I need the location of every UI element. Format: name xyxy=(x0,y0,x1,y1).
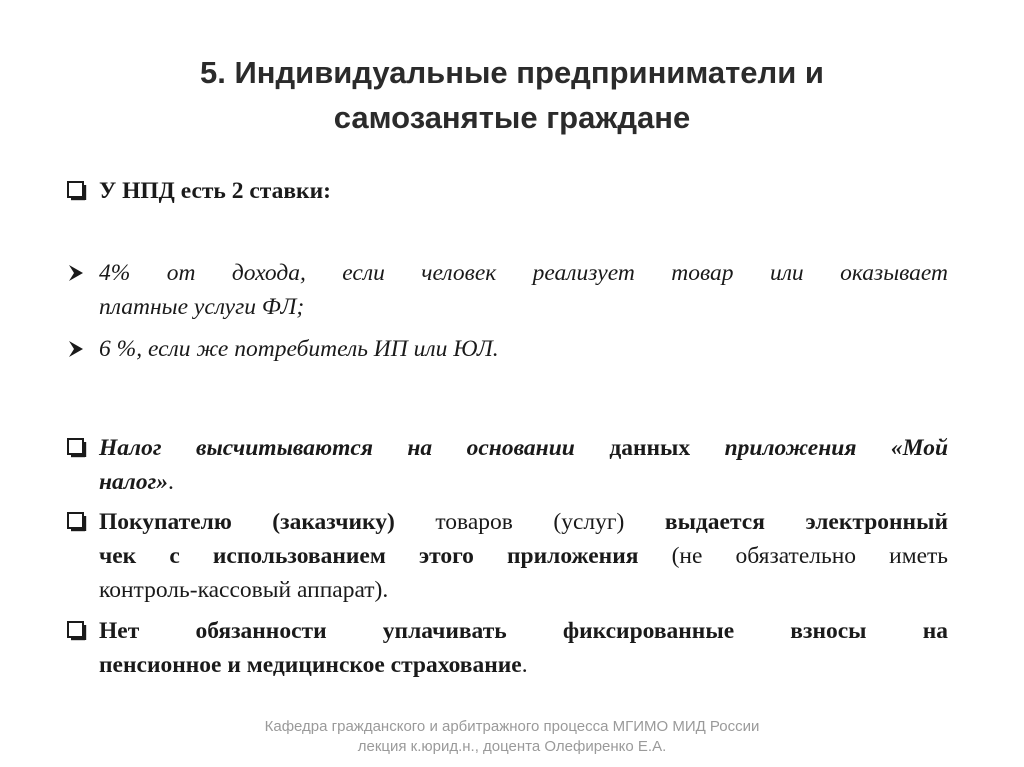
no-fees-line-1: Нет обязанности уплачивать фиксированные взносы на xyxy=(99,618,948,644)
footer-lecturer: лекция к.юрид.н., доцента Олефиренко Е.А. xyxy=(357,738,667,755)
rate-4-line-2: платные услуги ФЛ; xyxy=(99,294,305,320)
receipt-line-3: контроль-кассовый аппарат). xyxy=(99,577,389,603)
slide-title xyxy=(0,50,1024,140)
receipt-line-1 xyxy=(99,505,948,539)
tax-line-1 xyxy=(99,431,948,465)
bullet-tax-calculation xyxy=(66,431,948,499)
checkbox-bullet-icon xyxy=(66,505,96,539)
slide-title-line-1: 5. Индивидуальные предприниматели и xyxy=(200,55,824,90)
rate-4-line-1: 4% от дохода, если человек реализует товар или оказывает xyxy=(99,260,948,286)
bullet-electronic-receipt xyxy=(66,505,948,607)
slide-footer xyxy=(0,717,1024,757)
no-fees-text-b: . xyxy=(521,652,528,678)
slide-title-line-2: самозанятые граждане xyxy=(333,100,691,135)
arrowhead-bullet-icon xyxy=(66,332,96,366)
tax-text-b: данных xyxy=(609,435,691,461)
bullet-no-fixed-fees xyxy=(66,614,948,682)
checkbox-bullet-icon xyxy=(66,614,96,648)
no-fees-line-2 xyxy=(99,648,948,682)
receipt-text-a: Покупателю (заказчику) xyxy=(99,509,395,535)
receipt-line-2 xyxy=(99,539,948,573)
tax-line-2 xyxy=(99,465,948,499)
rates-heading-text: У НПД есть 2 ставки: xyxy=(99,178,331,204)
checkbox-bullet-icon xyxy=(66,174,96,208)
arrowhead-bullet-icon xyxy=(66,256,96,290)
tax-text-c: приложения «Мой xyxy=(724,435,949,461)
footer-department: Кафедра гражданского и арбитражного процесса МГИМО МИД России xyxy=(264,718,760,735)
rate-6-text: 6 %, если же потребитель ИП или ЮЛ. xyxy=(99,336,499,362)
receipt-text-b: товаров (услуг) xyxy=(435,509,625,535)
tax-text-d: налог» xyxy=(99,469,169,495)
tax-text-e: . xyxy=(168,469,174,495)
bullet-rate-4 xyxy=(66,256,948,324)
receipt-text-e: (не обязательно иметь xyxy=(671,543,948,569)
receipt-text-c: выдается электронный xyxy=(664,509,948,535)
tax-text-a: Налог высчитываются на основании xyxy=(99,435,575,461)
checkbox-bullet-icon xyxy=(66,431,96,465)
no-fees-text-a: пенсионное и медицинское страхование xyxy=(99,652,522,678)
receipt-text-d: чек с использованием этого приложения xyxy=(99,543,639,569)
